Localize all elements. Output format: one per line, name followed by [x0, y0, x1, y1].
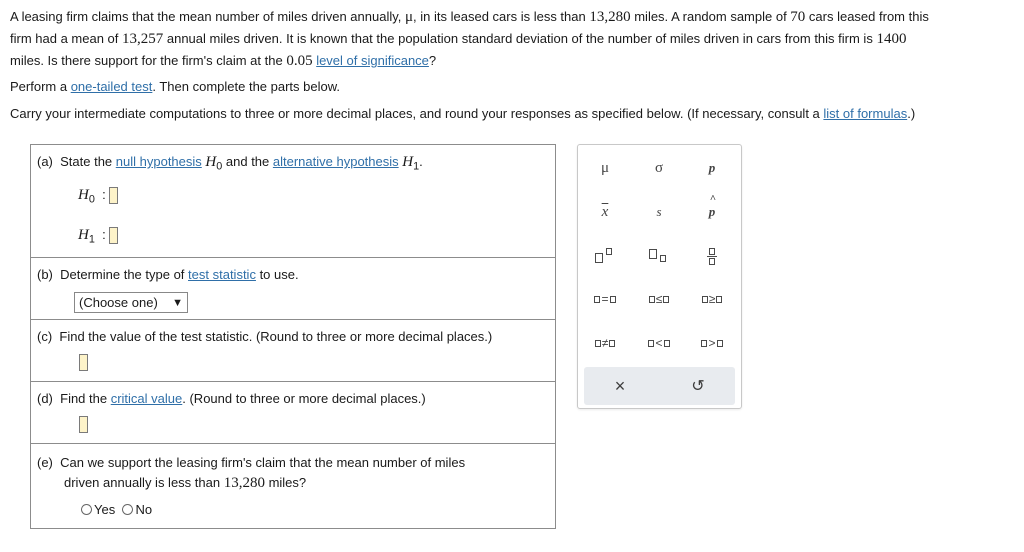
- yes-no-radios: [81, 502, 152, 517]
- text: A leasing firm claims that the mean number of miles driven annually,: [10, 9, 405, 24]
- no-radio[interactable]: [122, 504, 133, 515]
- list-of-formulas-link[interactable]: list of formulas: [823, 106, 908, 121]
- superscript-button[interactable]: [583, 245, 627, 267]
- mu-symbol: μ: [405, 9, 414, 25]
- subscript-icon: [649, 248, 669, 264]
- greater-than-button[interactable]: [690, 332, 734, 354]
- h0-subscript: 0: [216, 160, 223, 173]
- yes-radio[interactable]: [81, 504, 92, 515]
- s-icon: s: [656, 204, 662, 219]
- text: . (Round to three or more decimal places.): [182, 391, 426, 406]
- fraction-button[interactable]: [690, 245, 734, 267]
- not-equal-button[interactable]: [583, 332, 627, 354]
- undo-icon: ↺: [691, 378, 705, 395]
- text: miles. Is there support for the firm's claim at the: [10, 53, 287, 68]
- text: Carry your intermediate computations to three or more decimal places, and round your responses as specified below. (If necessary, consult a: [10, 106, 824, 121]
- problem-line-2: [10, 28, 1018, 50]
- subscript-button[interactable]: [637, 245, 681, 267]
- equals-symbol: =: [601, 292, 609, 306]
- xbar-icon: $\overline{x}$: [601, 203, 609, 220]
- h0-symbol: H: [78, 187, 89, 203]
- problem-line-3: [10, 50, 1018, 72]
- mu-button[interactable]: [583, 157, 627, 179]
- h0-row: [78, 187, 118, 206]
- ne-symbol: ≠: [601, 336, 609, 350]
- critical-value-link[interactable]: critical value: [110, 391, 183, 406]
- fraction-icon: [707, 248, 717, 265]
- text: miles. A random sample of: [630, 9, 791, 24]
- text: ?: [428, 53, 437, 68]
- no-label: No: [135, 502, 153, 517]
- symbol-palette: [577, 144, 742, 409]
- claim-value: 13,280: [223, 475, 265, 491]
- text: Can we support the leasing firm's claim that the mean number of miles: [60, 455, 466, 470]
- greater-than-icon: [701, 336, 722, 350]
- part-e: [31, 444, 555, 528]
- part-label: (a): [37, 154, 53, 169]
- superscript-icon: [595, 248, 615, 264]
- alpha-value: 0.05: [286, 53, 313, 69]
- text: .): [907, 106, 916, 121]
- part-d: [31, 382, 555, 444]
- dropdown-arrow-icon: ▼: [172, 296, 183, 309]
- part-label: (e): [37, 455, 53, 470]
- part-a-prompt: [37, 154, 423, 173]
- part-c-prompt: [37, 329, 492, 344]
- text: .: [419, 154, 423, 169]
- claim-value: 13,280: [589, 9, 631, 25]
- test-statistic-select[interactable]: [74, 292, 188, 313]
- part-b: [31, 258, 555, 320]
- one-tailed-test-link[interactable]: one-tailed test: [70, 79, 153, 94]
- null-hypothesis-link[interactable]: null hypothesis: [115, 154, 202, 169]
- sample-mean: 13,257: [122, 31, 164, 47]
- h1-symbol: H: [402, 154, 414, 170]
- h1-symbol: H: [78, 227, 89, 243]
- phat-button[interactable]: [690, 193, 734, 223]
- text: , in its leased cars is less than: [413, 9, 590, 24]
- mu-icon: μ: [600, 159, 610, 176]
- part-d-prompt: [37, 391, 426, 406]
- text: annual miles driven. It is known that the population standard deviation of the number of miles driven in cars from this firm is: [163, 31, 877, 46]
- text: and the: [222, 154, 273, 169]
- yes-label: Yes: [94, 502, 116, 517]
- text: firm had a mean of: [10, 31, 122, 46]
- sigma-icon: σ: [654, 159, 664, 176]
- p-icon: p: [708, 160, 716, 175]
- palette-footer: [584, 367, 735, 405]
- lt-symbol: <: [655, 336, 663, 350]
- text: miles?: [264, 475, 307, 490]
- critical-value-input[interactable]: [79, 416, 88, 433]
- greater-equal-icon: [702, 292, 723, 306]
- sigma-button[interactable]: [637, 157, 681, 179]
- part-label: (c): [37, 329, 53, 344]
- le-symbol: ≤: [655, 292, 663, 306]
- h1-input[interactable]: [109, 227, 118, 244]
- less-than-button[interactable]: [637, 332, 681, 354]
- phat-icon: ^ p: [708, 193, 717, 219]
- equals-button[interactable]: [583, 288, 627, 310]
- part-b-prompt: [37, 267, 299, 282]
- h0-symbol: H: [205, 154, 217, 170]
- less-equal-button[interactable]: [637, 288, 681, 310]
- text: Find the: [60, 391, 111, 406]
- part-a: [31, 145, 555, 258]
- instruction-line: [10, 79, 340, 94]
- text: . Then complete the parts below.: [152, 79, 341, 94]
- p-button[interactable]: [690, 157, 734, 179]
- population-sd: 1400: [876, 31, 907, 47]
- h1-subscript: 1: [88, 233, 95, 246]
- phat-letter: p: [708, 204, 716, 219]
- s-button[interactable]: [637, 201, 681, 223]
- level-of-significance-link[interactable]: level of significance: [316, 53, 429, 68]
- text: to use.: [255, 267, 299, 282]
- h0-input[interactable]: [109, 187, 118, 204]
- answer-parts: [30, 144, 556, 529]
- colon: :: [102, 187, 106, 202]
- problem-line-1: [10, 6, 1018, 28]
- not-equal-icon: [595, 336, 616, 350]
- gt-symbol: >: [708, 336, 716, 350]
- equals-icon: [594, 292, 615, 306]
- greater-equal-button[interactable]: [690, 288, 734, 310]
- clear-button[interactable]: [598, 375, 642, 397]
- less-equal-icon: [649, 292, 670, 306]
- select-value: (Choose one): [79, 295, 158, 310]
- ge-symbol: ≥: [708, 292, 716, 306]
- text: State the: [60, 154, 116, 169]
- alternative-hypothesis-link[interactable]: alternative hypothesis: [272, 154, 399, 169]
- h1-row: [78, 227, 118, 246]
- text: Find the value of the test statistic. (Round to three or more decimal places.): [59, 329, 493, 344]
- text: cars leased from this: [805, 9, 929, 24]
- text: Perform a: [10, 79, 71, 94]
- h1-subscript: 1: [413, 160, 420, 173]
- text: driven annually is less than: [64, 475, 224, 490]
- part-e-prompt: [37, 453, 465, 493]
- h0-subscript: 0: [88, 193, 95, 206]
- text: Determine the type of: [60, 267, 189, 282]
- part-label: (d): [37, 391, 53, 406]
- rounding-instruction: [10, 106, 915, 121]
- close-icon: ×: [614, 375, 626, 396]
- sample-size: 70: [790, 9, 806, 25]
- less-than-icon: [648, 336, 669, 350]
- part-label: (b): [37, 267, 53, 282]
- undo-button[interactable]: [676, 375, 720, 397]
- part-c: [31, 320, 555, 382]
- test-statistic-link[interactable]: test statistic: [188, 267, 256, 282]
- problem-statement: [10, 6, 1018, 72]
- xbar-button[interactable]: [583, 201, 627, 223]
- test-statistic-input[interactable]: [79, 354, 88, 371]
- colon: :: [102, 227, 106, 242]
